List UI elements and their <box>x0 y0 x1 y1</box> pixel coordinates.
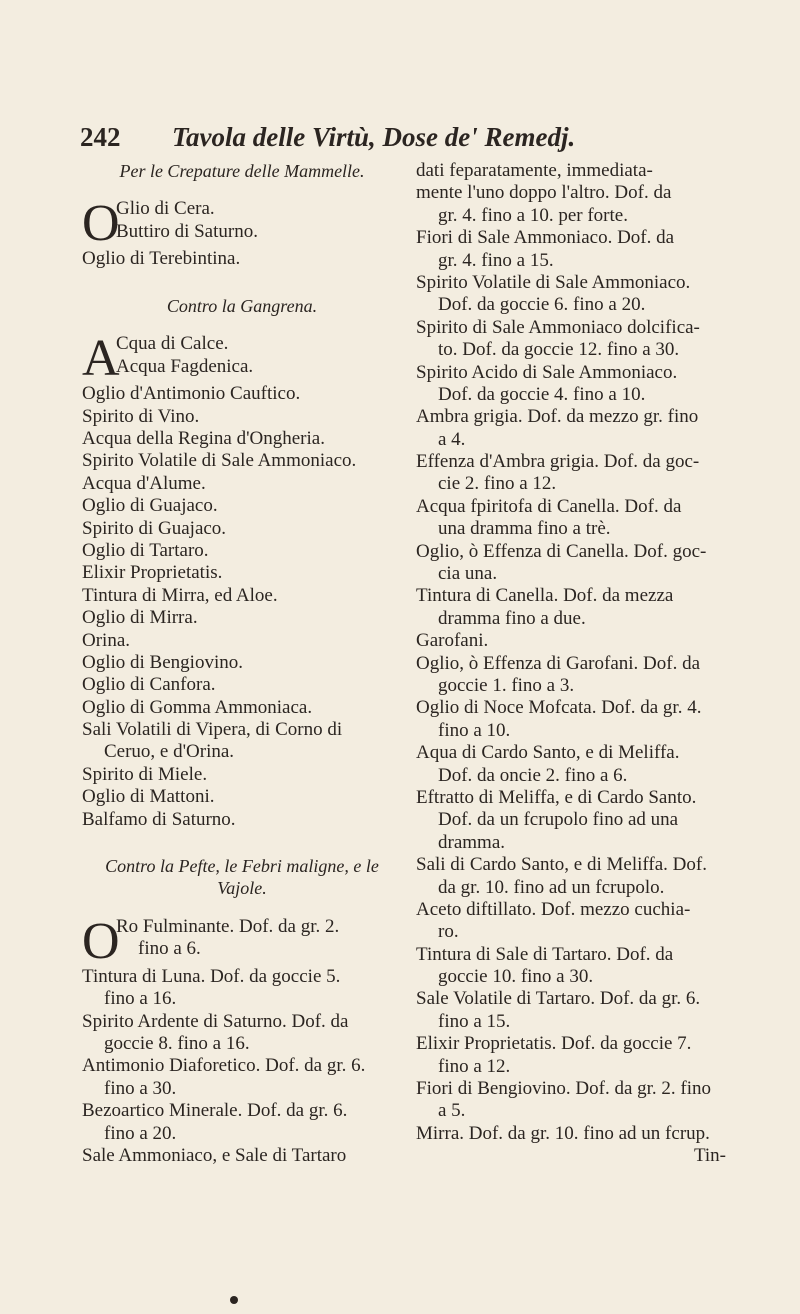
text-line: a 4. <box>438 428 466 450</box>
text-line: dramma. <box>438 831 506 853</box>
text-line: Spirito Volatile di Sale Ammoniaco. <box>82 450 357 472</box>
text-line: cia una. <box>438 563 498 585</box>
text-line: Buttiro di Saturno. <box>116 220 258 242</box>
text-line: Aceto diftillato. Dof. mezzo cuchia- <box>416 898 691 920</box>
text-line: Oglio d'Antimonio Cauftico. <box>82 383 301 405</box>
text-line: Spirito Acido di Sale Ammoniaco. <box>416 361 678 383</box>
text-line: goccie 1. fino a 3. <box>438 674 575 696</box>
text-line: Garofani. <box>416 630 489 652</box>
text-line: Ambra grigia. Dof. da mezzo gr. fino <box>416 406 699 428</box>
text-line: Antimonio Diaforetico. Dof. da gr. 6. <box>82 1055 366 1077</box>
entry-block <box>82 912 402 970</box>
text-line: Spirito Volatile di Sale Ammoniaco. <box>416 271 691 293</box>
text-line: mente l'uno doppo l'altro. Dof. da <box>416 182 672 204</box>
text-line: Dof. da oncie 2. fino a 6. <box>438 764 628 786</box>
text-line: Mirra. Dof. da gr. 10. fino ad un fcrup. <box>416 1122 710 1144</box>
text-line: Effenza d'Ambra grigia. Dof. da goc- <box>416 451 700 473</box>
text-line: cie 2. fino a 12. <box>438 473 557 495</box>
text-line: Bezoartico Minerale. Dof. da gr. 6. <box>82 1100 348 1122</box>
text-line: dati feparatamente, immediata- <box>416 160 653 181</box>
text-line: goccie 10. fino a 30. <box>438 966 594 988</box>
text-line: Dof. da un fcrupolo fino ad una <box>438 809 679 831</box>
text-line: Oglio di Tartaro. <box>82 539 209 561</box>
text-line: Dof. da goccie 6. fino a 20. <box>438 294 646 316</box>
entry-block <box>82 330 402 388</box>
running-title: Tavola delle Virtù, Dose de' Remedj. <box>172 122 576 152</box>
text-line: Tintura di Mirra, ed Aloe. <box>82 584 278 606</box>
text-line: Spirito di Guajaco. <box>82 517 227 539</box>
text-line: Oglio di Noce Mofcata. Dof. da gr. 4. <box>416 697 702 719</box>
text-line: Oglio di Mattoni. <box>82 786 215 808</box>
text-line: una dramma fino a trè. <box>438 518 611 540</box>
text-line: da gr. 10. fino ad un fcrupolo. <box>438 876 665 898</box>
text-line: Dof. da goccie 4. fino a 10. <box>438 383 646 405</box>
text-line: Acqua della Regina d'Ongheria. <box>82 427 325 449</box>
right-column <box>416 160 736 1168</box>
text-line: gr. 4. fino a 10. per forte. <box>438 204 628 226</box>
text-line: Spirito Ardente di Saturno. Dof. da <box>82 1010 349 1032</box>
text-line: Spirito di Vino. <box>82 405 200 427</box>
page-header <box>80 122 720 162</box>
text-line: Sali di Cardo Santo, e di Meliffa. Dof. <box>416 854 707 876</box>
text-line: Cqua di Calce. <box>116 333 229 355</box>
left-column <box>82 160 402 1167</box>
text-line: Aqua di Cardo Santo, e di Meliffa. <box>416 742 680 764</box>
text-line: Oglio di Terebintina. <box>82 248 241 270</box>
text-line: Oglio di Gomma Ammoniaca. <box>82 696 313 718</box>
drop-cap: A <box>82 330 120 388</box>
text-line: Sale Volatile di Tartaro. Dof. da gr. 6. <box>416 988 701 1010</box>
text-line: Elixir Proprietatis. Dof. da goccie 7. <box>416 1033 692 1055</box>
text-line: Sale Ammoniaco, e Sale di Tartaro <box>82 1144 347 1166</box>
text-line: goccie 8. fino a 16. <box>104 1033 250 1054</box>
text-line: fino a 16. <box>104 988 177 1010</box>
page-number: 242 <box>80 122 121 152</box>
section-title-crepature: Per le Crepature delle Mammelle. <box>119 161 365 181</box>
text-line: Spirito di Miele. <box>82 763 208 785</box>
text-line: fino a 10. <box>438 719 511 741</box>
text-line: Ro Fulminante. Dof. da gr. 2. <box>116 915 340 937</box>
entry-block <box>82 195 402 253</box>
text-line: Fiori di Sale Ammoniaco. Dof. da <box>416 227 675 249</box>
drop-cap: O <box>82 912 120 970</box>
text-line: fino a 20. <box>104 1122 177 1144</box>
text-line: Sali Volatili di Vipera, di Corno di <box>82 719 343 741</box>
text-line: Acqua fpiritofa di Canella. Dof. da <box>416 495 682 517</box>
text-line: fino a 6. <box>138 938 201 960</box>
text-line: Glio di Cera. <box>116 198 215 220</box>
section-title-gangrena: Contro la Gangrena. <box>166 295 318 316</box>
text-line: Balfamo di Saturno. <box>82 808 236 830</box>
text-line: Oglio di Bengiovino. <box>82 651 243 673</box>
section-title-peste: Contro la Pefte, le Febri maligne, e le <box>105 856 379 877</box>
text-line: Tintura di Canella. Dof. da mezza <box>416 585 674 607</box>
text-line: Oglio, ò Effenza di Garofani. Dof. da <box>416 652 701 674</box>
text-line: ro. <box>438 921 459 943</box>
text-line: Oglio di Canfora. <box>82 674 216 696</box>
catchword: Tin- <box>693 1145 726 1167</box>
text-line: Oglio di Guajaco. <box>82 495 218 517</box>
text-line: Spirito di Sale Ammoniaco dolcifica- <box>416 316 700 338</box>
text-line: Tintura di Luna. Dof. da goccie 5. <box>82 965 341 987</box>
text-line: Oglio di Mirra. <box>82 607 198 629</box>
text-line: dramma fino a due. <box>438 607 586 629</box>
drop-cap: O <box>82 195 120 253</box>
text-line: Acqua Fagdenica. <box>116 355 254 377</box>
ink-dot-ornament <box>230 1296 238 1304</box>
text-line: Orina. <box>82 629 131 651</box>
text-line: to. Dof. da goccie 12. fino a 30. <box>438 339 680 361</box>
text-line: fino a 30. <box>104 1077 177 1099</box>
text-line: fino a 12. <box>438 1055 511 1077</box>
text-line: Oglio, ò Effenza di Canella. Dof. goc- <box>416 540 707 562</box>
text-line: Eftratto di Meliffa, e di Cardo Santo. <box>416 786 697 808</box>
text-line: Fiori di Bengiovino. Dof. da gr. 2. fino <box>416 1078 712 1100</box>
text-line: Elixir Proprietatis. <box>82 562 223 584</box>
text-line: gr. 4. fino a 15. <box>438 249 554 271</box>
text-line: fino a 15. <box>438 1010 511 1032</box>
text-line: Ceruo, e d'Orina. <box>104 741 235 763</box>
text-line: a 5. <box>438 1100 466 1122</box>
text-line: Acqua d'Alume. <box>82 472 206 494</box>
section-title-peste-cont: Vajole. <box>217 878 267 899</box>
text-line: Tintura di Sale di Tartaro. Dof. da <box>416 943 674 965</box>
